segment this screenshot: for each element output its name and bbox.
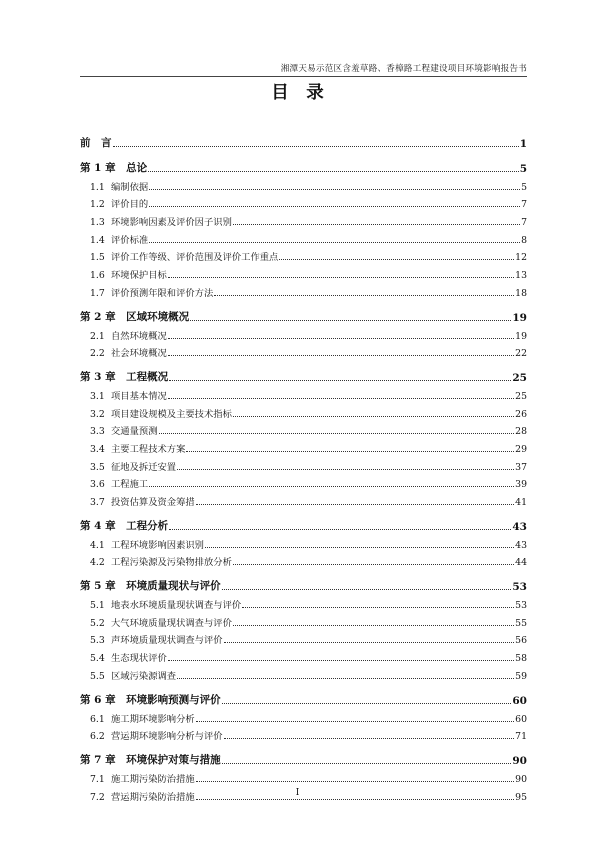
toc-page-number: 22 [515,348,527,360]
toc-section-number: 4.2 [90,557,105,569]
toc-section-number: 5.1 [90,600,105,612]
toc-section-number: 1.6 [90,270,105,282]
toc-entry-label [90,406,232,420]
dot-leader [242,607,514,608]
toc-chapter-entry[interactable] [80,302,527,324]
toc-section-entry[interactable] [80,490,527,508]
dot-leader [222,703,512,704]
toc-entry-label [80,752,221,767]
toc-section-number: 3.3 [90,426,105,438]
toc-page-number: 19 [512,311,527,324]
toc-page-number: 18 [515,287,527,299]
toc-page-number: 7 [521,217,527,229]
toc-entry-label [90,179,148,193]
toc-page-number: 29 [515,443,527,455]
toc-entry-label [90,494,195,508]
toc-entry-text: 评价预测年限和评价方法 [111,287,214,299]
toc-entry-text: 自然环境概况 [111,330,167,342]
toc-section-number: 5.2 [90,617,105,629]
dot-leader [224,642,515,643]
toc-page-number: 60 [515,713,527,725]
toc-page-number: 39 [515,479,527,491]
toc-entry-text: 第 2 章 区域环境概况 [80,310,190,323]
toc-section-entry[interactable] [80,473,527,491]
dot-leader [168,338,514,339]
toc-entry-label [90,249,278,263]
toc-entry-text: 地表水环境质量现状调查与评价 [111,600,242,612]
toc-section-number: 6.2 [90,731,105,743]
dot-leader [233,625,514,626]
toc-section-entry[interactable] [80,455,527,473]
toc-section-number: 1.1 [90,181,105,193]
toc-entry-label [90,771,195,785]
toc-entry-label [80,578,221,593]
toc-section-entry[interactable] [80,324,527,342]
dot-leader [214,295,514,296]
toc-entry-label [90,441,185,455]
toc-section-number: 4.1 [90,539,105,551]
dot-leader [186,451,514,452]
dot-leader [224,738,515,739]
toc-chapter-entry[interactable] [80,362,527,384]
dot-leader [177,678,514,679]
page-number: I [295,788,300,798]
toc-entry-text: 第 4 章 工程分析 [80,520,169,532]
toc-section-entry[interactable] [80,384,527,402]
toc-entry-text: 大气环境质量现状调查与评价 [111,617,232,629]
toc-chapter-entry[interactable] [80,745,527,767]
toc-section-number: 3.1 [90,390,105,402]
toc-entry-text: 工程环境影响因素识别 [111,539,204,551]
toc-page-number: 71 [515,731,527,743]
toc-entry-text: 项目基本情况 [111,390,167,402]
toc-page-number: 55 [515,617,527,629]
toc-chapter-entry[interactable] [80,153,527,175]
toc-section-number: 5.4 [90,653,105,665]
toc-entry-text: 施工期环境影响分析 [111,713,195,725]
toc-entry-label [90,328,167,342]
toc-entry-text: 社会环境概况 [111,348,167,360]
toc-page-number: 59 [515,670,527,682]
toc-section-entry[interactable] [80,263,527,281]
toc-entry-label [90,597,241,611]
dot-leader [169,529,511,530]
dot-leader [149,242,520,243]
dot-leader [233,416,514,417]
toc-entry-text: 区域污染源调查 [111,670,177,682]
toc-entry-text: 工程施工 [111,479,149,491]
toc-page-number: 26 [515,408,527,420]
toc-entry-label [90,632,223,646]
toc-chapter-entry[interactable] [80,571,527,593]
toc-page-number: 5 [519,163,527,175]
toc-section-number: 3.4 [90,443,105,455]
dot-leader [190,320,511,321]
toc-entry-label [80,135,112,150]
toc-entry-label [90,554,232,568]
toc-entry-label [90,650,167,664]
toc-entry-label [90,476,148,490]
dot-leader [149,486,514,487]
toc-page-number: 43 [515,539,527,551]
toc-page-number: 1 [519,138,527,150]
toc-page-number: 28 [515,426,527,438]
toc-entry-label [80,160,147,175]
toc-section-entry[interactable] [80,246,527,264]
toc-entry-label [90,711,195,725]
toc-section-number: 6.1 [90,713,105,725]
toc-page-number: 8 [521,234,527,246]
toc-entry-label [80,369,168,384]
toc-section-number: 3.6 [90,479,105,491]
toc-entry-label [90,267,167,281]
toc-page-number: 56 [515,635,527,647]
toc-section-number: 7.2 [90,791,105,803]
toc-entry-text: 环境保护目标 [111,270,167,282]
toc-entry-label [90,345,167,359]
toc-page-number: 44 [515,557,527,569]
dot-leader [196,781,514,782]
dot-leader [168,398,514,399]
toc-page-number: 58 [515,653,527,665]
dot-leader [222,589,512,590]
toc-entry-label [90,285,213,299]
toc-section-entry[interactable] [80,664,527,682]
toc-section-entry[interactable] [80,707,527,725]
dot-leader [113,146,519,147]
toc-entry-text: 营运期环境影响分析与评价 [111,731,223,743]
toc-section-number: 1.5 [90,252,105,264]
toc-page-number: 90 [515,773,527,785]
dot-leader [168,355,514,356]
toc-section-number: 1.2 [90,199,105,211]
running-header: 湘潭天易示范区含羞草路、香樟路工程建设项目环境影响报告书 [280,64,527,74]
toc-entry-text: 生态现状评价 [111,653,167,665]
toc-entry-text: 第 7 章 环境保护对策与措施 [80,754,221,767]
toc-page-number: 53 [515,600,527,612]
toc-entry-text: 投资估算及资金筹措 [111,497,195,508]
toc-section-entry[interactable] [80,611,527,629]
toc-section-entry[interactable] [80,342,527,360]
toc-page-number: 12 [515,252,527,264]
toc-entry-text: 编制依据 [111,181,149,193]
toc-entry-label [90,459,176,473]
toc-entry-text: 评价标准 [111,234,149,246]
toc-page-number: 19 [515,330,527,342]
toc-entry-label [90,232,148,246]
toc-page-number: 95 [515,791,527,803]
toc-entry-text: 第 5 章 环境质量现状与评价 [80,580,221,593]
dot-leader [233,224,520,225]
toc-entry-label [90,388,167,402]
toc-section-number: 3.2 [90,408,105,420]
toc-entry-text: 主要工程技术方案 [111,443,186,455]
toc-entry-text: 评价工作等级、评价范围及评价工作重点 [111,252,279,264]
dot-leader [196,504,514,505]
dot-leader [196,721,514,722]
toc-page-number: 60 [512,694,527,707]
toc-page-number: 7 [521,199,527,211]
header-rule [80,76,527,77]
toc-page-number: 5 [521,181,527,193]
toc-entry-text: 第 6 章 环境影响预测与评价 [80,693,221,706]
dot-leader [196,799,514,800]
toc-entry-label [90,537,204,551]
toc-section-entry[interactable] [80,551,527,569]
dot-leader [149,206,520,207]
dot-leader [205,547,514,548]
toc-page-number: 13 [515,270,527,282]
toc-section-number: 1.7 [90,287,105,299]
toc-section-entry[interactable] [80,175,527,193]
toc-entry-text: 前 言 [80,137,112,149]
toc-section-entry[interactable] [80,402,527,420]
toc-page-number: 43 [512,521,527,533]
dot-leader [168,660,514,661]
toc-entry-label [80,692,221,707]
toc-entry-label [90,728,223,742]
toc-page-number: 25 [512,372,527,385]
toc-entry-label [90,615,232,629]
toc-section-number: 3.5 [90,461,105,473]
dot-leader [222,763,512,764]
toc-entry-text: 项目建设规模及主要技术指标 [111,408,232,420]
toc-section-entry[interactable] [80,281,527,299]
toc-section-number: 7.1 [90,773,105,785]
toc-chapter-entry[interactable] [80,511,527,533]
toc-entry-text: 征地及拆迁安置 [111,461,177,473]
page-title: 目 录 [271,83,324,103]
toc-chapter-entry[interactable] [80,685,527,707]
toc-entry-text: 第 1 章 总论 [80,162,148,174]
toc-section-number: 1.3 [90,217,105,229]
toc-page-number: 41 [515,497,527,508]
toc-entry-label [90,423,158,437]
dot-leader [148,171,519,172]
toc-entry-text: 交通量预测 [111,426,158,438]
toc-section-number: 5.3 [90,635,105,647]
toc-entry-text: 第 3 章 工程概况 [80,371,169,384]
toc-section-entry[interactable] [80,629,527,647]
toc-entry-text: 施工期污染防治措施 [111,773,195,785]
dot-leader [169,380,511,381]
toc-chapter-entry[interactable] [80,128,527,150]
toc-page-number: 53 [512,581,527,594]
dot-leader [168,277,514,278]
toc-entry-text: 评价目的 [111,199,149,211]
toc-section-entry[interactable] [80,767,527,785]
toc-section-entry[interactable] [80,646,527,664]
toc-section-entry[interactable] [80,533,527,551]
toc-page-number: 25 [515,390,527,402]
toc-entry-label [80,518,168,533]
dot-leader [233,564,514,565]
dot-leader [159,433,515,434]
toc-page-number: 37 [515,461,527,473]
toc-section-number: 1.4 [90,234,105,246]
toc-section-entry[interactable] [80,228,527,246]
toc-entry-text: 工程污染源及污染物排放分析 [111,557,232,569]
toc-section-number: 2.2 [90,348,105,360]
toc-entry-label [90,214,232,228]
toc-section-entry[interactable] [80,593,527,611]
toc-entry-text: 声环境质量现状调查与评价 [111,635,223,647]
toc-entry-text: 营运期污染防治措施 [111,791,195,803]
toc-section-number: 3.7 [90,497,105,508]
toc-section-entry[interactable] [80,725,527,743]
dot-leader [149,189,520,190]
toc-section-entry[interactable] [80,437,527,455]
toc-entry-label [90,196,148,210]
toc-entry-label [90,668,176,682]
toc-page-number: 90 [512,755,527,768]
toc-entry-text: 环境影响因素及评价因子识别 [111,217,232,229]
dot-leader [279,259,514,260]
dot-leader [177,469,514,470]
table-of-contents [80,128,527,803]
toc-section-entry[interactable] [80,210,527,228]
toc-section-number: 5.5 [90,670,105,682]
toc-section-entry[interactable] [80,420,527,438]
toc-section-entry[interactable] [80,193,527,211]
toc-entry-label [80,309,189,324]
toc-section-number: 2.1 [90,330,105,342]
